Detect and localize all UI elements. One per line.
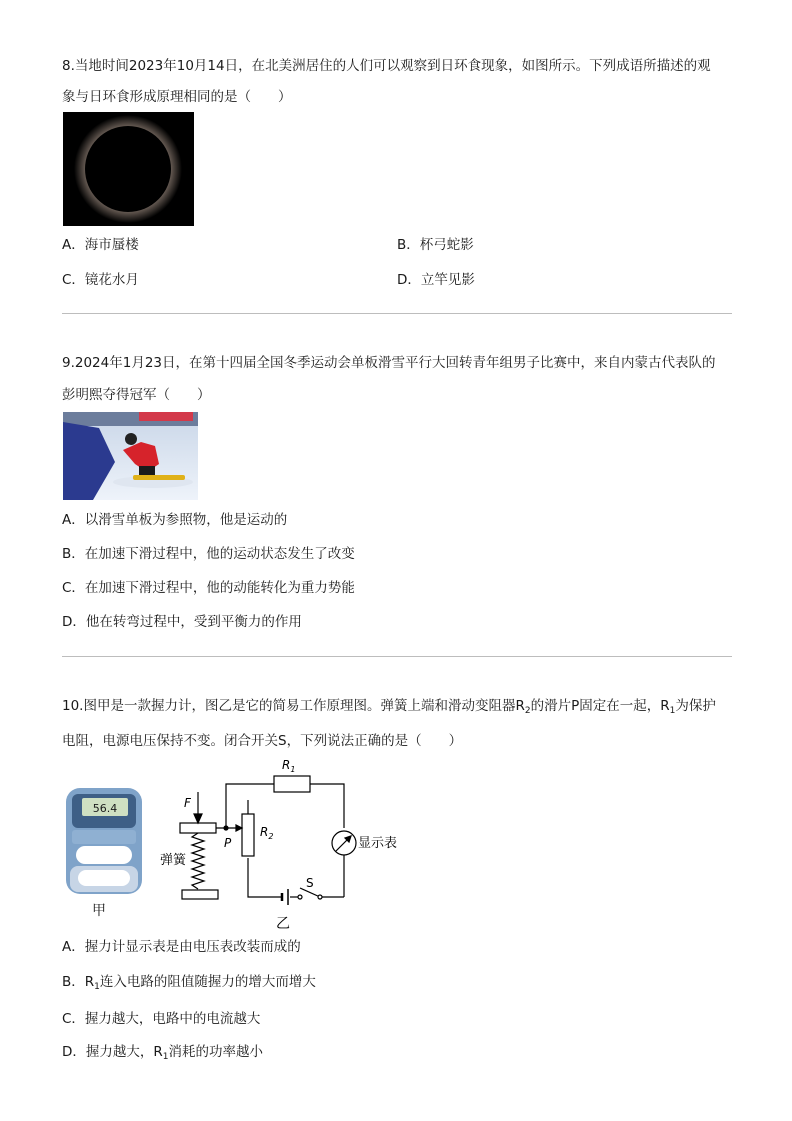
- q8-stem-line2: 象与日环食形成原理相同的是（ ）: [62, 89, 292, 105]
- circuit-diagram: [150, 752, 410, 932]
- meter-label: 显示表: [358, 836, 398, 851]
- r2-subscript: 2: [524, 706, 531, 716]
- r1-resistor: [274, 776, 310, 792]
- q9-option-d[interactable]: D．他在转弯过程中，受到平衡力的作用: [62, 614, 302, 630]
- divider: [62, 656, 732, 657]
- force-f-label: F: [184, 796, 191, 810]
- r1-subscript: 1: [669, 706, 676, 716]
- q10-option-d-part-b: 消耗的功率越小: [168, 1044, 264, 1060]
- q8-option-c[interactable]: C．镜花水月: [62, 272, 139, 288]
- q9-stem-line1: 9.2024年1月23日，在第十四届全国冬季运动会单板滑雪平行大回转青年组男子比赛中，来自内蒙古代表队的: [62, 355, 716, 371]
- lcd-reading: 56.4: [92, 802, 118, 815]
- q10-stem-part-c: 为保护: [675, 698, 716, 714]
- q9-stem-line2: 彭明熙夺得冠军（ ）: [62, 387, 211, 403]
- q10-stem-line2: 电阻，电源电压保持不变。闭合开关S，下列说法正确的是（ ）: [62, 733, 463, 749]
- r1-label: $R_1$: [282, 758, 296, 774]
- snowboarder-photo: [63, 412, 198, 500]
- press-plate: [180, 823, 216, 833]
- q8-option-d[interactable]: D．立竿见影: [397, 272, 475, 288]
- q9-option-a[interactable]: A．以滑雪单板为参照物，他是运动的: [62, 512, 288, 528]
- figure-yi-label: 乙: [276, 916, 290, 932]
- spring-label: 弹簧: [160, 853, 187, 868]
- q9-option-c[interactable]: C．在加速下滑过程中，他的动能转化为重力势能: [62, 580, 355, 596]
- q10-stem-part-a: 10.图甲是一款握力计，图乙是它的简易工作原理图。弹簧上端和滑动变阻器R: [62, 698, 525, 714]
- r1-subscript: 1: [162, 1052, 169, 1062]
- q8-option-b[interactable]: B．杯弓蛇影: [397, 237, 474, 253]
- slider-p-label: P: [224, 836, 232, 850]
- q10-stem-line1: [62, 697, 716, 720]
- q10-option-c[interactable]: C．握力越大，电路中的电流越大: [62, 1011, 261, 1027]
- q10-option-a[interactable]: A．握力计显示表是由电压表改装而成的: [62, 939, 301, 955]
- r1-subscript: 1: [94, 982, 100, 992]
- q9-option-b[interactable]: B．在加速下滑过程中，他的运动状态发生了改变: [62, 546, 355, 562]
- annular-eclipse-image: [63, 112, 194, 226]
- r2-label: $R_2$: [260, 825, 274, 841]
- q10-stem-part-b: 的滑片P固定在一起，R: [530, 698, 670, 714]
- q10-option-b[interactable]: [62, 973, 316, 996]
- r2-rheostat: [242, 814, 254, 856]
- spring: [192, 833, 204, 889]
- base-plate: [182, 890, 218, 899]
- figure-jia-label: 甲: [92, 903, 106, 919]
- q8-option-a[interactable]: A．海市蜃楼: [62, 237, 139, 253]
- q10-option-d[interactable]: [62, 1043, 263, 1066]
- grip-dynamometer-image: [62, 786, 146, 898]
- q10-option-b-part-a: B．R: [62, 974, 95, 990]
- q8-stem-line1: 8.当地时间2023年10月14日，在北美洲居住的人们可以观察到日环食现象，如图所示。下列成语所描述的观: [62, 58, 711, 74]
- q10-option-b-part-b: 连入电路的阻值随握力的增大而增大: [99, 974, 316, 990]
- switch-label: S: [306, 876, 314, 890]
- q10-option-d-part-a: D．握力越大，R: [62, 1044, 163, 1060]
- divider: [62, 313, 732, 314]
